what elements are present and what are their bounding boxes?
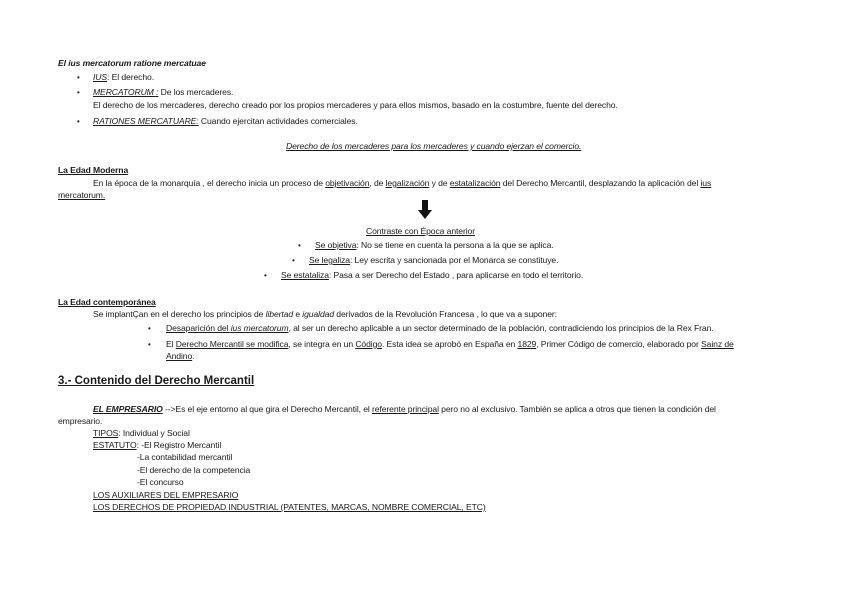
contrast-item-legaliza: Se legaliza: Ley escrita y sancionada por el Monarca se constituye. [309,255,559,265]
section-title-moderna: La Edad Moderna [58,165,129,175]
contemporanea-item-codigo-cont: Andino. [166,351,195,361]
empresario-paragraph-cont: empresario. [58,416,103,426]
estatuto-line: ESTATUTO: -El Registro Mercantil [93,440,222,450]
mercatorum-description: El derecho de los mercaderes, derecho creado por los propios mercaderes y para ellos mismos, basado en la costumbre, fuente del derecho. [93,100,618,110]
ius-summary: Derecho de los mercaderes para los mercaderes y cuando ejerzan el comercio. [286,141,582,151]
section-heading-contenido: 3.- Contenido del Derecho Mercantil [58,375,255,387]
contrast-item-objetiva: Se objetiva: No se tiene en cuenta la persona a la que se aplica. [315,240,554,250]
rationes-item: RATIONES MERCATUARE: Cuando ejercitan actividades comerciales. [93,116,358,126]
bullet-icon: • [148,340,151,349]
section-title-contemporanea: La Edad contemporánea [58,297,156,307]
moderna-paragraph-cont: mercatorum. [58,190,106,200]
bullet-icon: • [292,256,295,265]
tipos-line: TIPOS: Individual y Social [93,428,190,438]
estatuto-item: -El concurso [137,477,184,487]
section-title-ius: El ius mercatorum ratione mercatuae [58,58,206,68]
bullet-icon: • [148,324,151,333]
propiedad-industrial-line: LOS DERECHOS DE PROPIEDAD INDUSTRIAL (PATENTES, MARCAS, NOMBRE COMERCIAL, ETC) [93,502,486,512]
mercatorum-item: MERCATORUM : De los mercaderes. [93,87,234,97]
contrast-title: Contraste con Época anterior [366,226,475,236]
ius-item: IUS: El derecho. [93,72,154,82]
empresario-paragraph: EL EMPRESARIO -->Es el eje entorno al que gira el Derecho Mercantil, el referente principal pero no al exclusivo. También se aplica a otros que tienen la condición del [93,404,716,414]
bullet-icon: • [264,271,267,280]
estatuto-item: -El derecho de la competencia [137,465,251,475]
bullet-icon: • [77,73,80,82]
moderna-paragraph: En la época de la monarquía , el derecho inicia un proceso de objetivación, de legalización y de estatalización del Derecho Mercantil, desplazando la aplicación del ius [93,178,712,188]
bullet-icon: • [298,241,301,250]
auxiliares-line: LOS AUXILIARES DEL EMPRESARIO [93,490,239,500]
bullet-icon: • [77,117,80,126]
contemporanea-paragraph: Se implantÇan en el derecho los principios de libertad e igualdad derivados de la Revolución Francesa , lo que va a suponer: [93,309,557,319]
bullet-icon: • [77,88,80,97]
contemporanea-item-codigo: El Derecho Mercantil se modifica, se integra en un Código. Esta idea se aprobó en España en 1829, Primer Código de comercio, elaborado por Sainz de [166,339,734,349]
contemporanea-item-desaparicion: Desaparición del ius mercatorum, al ser un derecho aplicable a un sector determinado de la población, contradiciendo los principios de la Rex Fran. [166,323,714,333]
contrast-item-estataliza: Se estataliza: Pasa a ser Derecho del Estado , para aplicarse en todo el territorio. [281,270,584,280]
arrow-down-icon [418,200,432,220]
estatuto-item: -La contabilidad mercantil [137,452,233,462]
